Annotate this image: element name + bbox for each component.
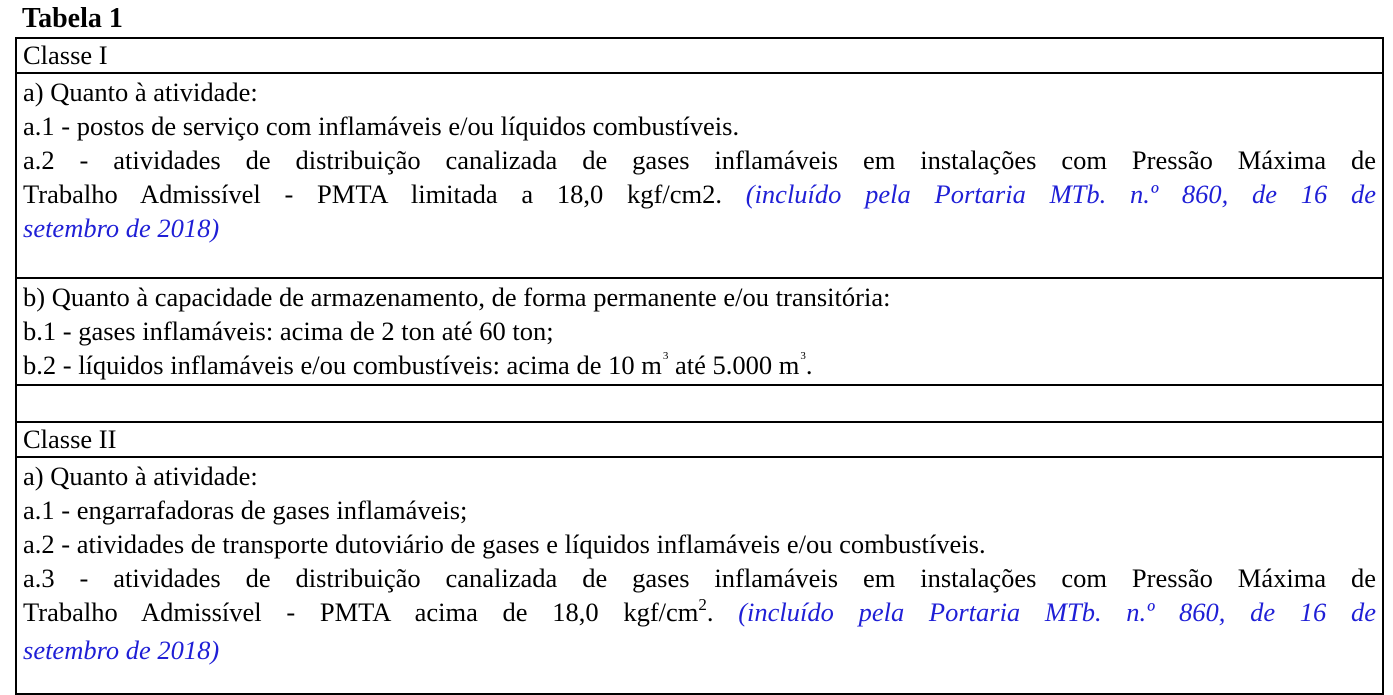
class2-activity-a1: a.1 - engarrafadoras de gases inflamáveis;: [23, 495, 468, 525]
class1-amendment-note-part1: (incluído pela Portaria MTb. n.º 860, de 16 de: [745, 179, 1376, 209]
empty-separator-row: [17, 386, 1382, 423]
class1-storage-heading: b) Quanto à capacidade de armazenamento, de forma permanente e/ou transitória:: [23, 282, 891, 312]
class2-activity-a3-text-end: .: [706, 597, 739, 627]
class1-storage-b2-sup2: 3: [800, 350, 806, 362]
class1-activity-a1: a.1 - postos de serviço com inflamáveis e/ou líquidos combustíveis.: [23, 111, 740, 141]
class2-amendment-note-part1: (incluído pela Portaria MTb. n.º 860, de 16 de: [738, 597, 1377, 627]
class2-activity-heading: a) Quanto à atividade:: [23, 461, 258, 491]
class2-activity-a2: a.2 - atividades de transporte dutoviário de gases e líquidos inflamáveis e/ou combustíveis.: [23, 529, 986, 559]
class1-storage-row: [17, 279, 1382, 386]
class2-activity-a3-text: Trabalho Admissível - PMTA acima de 18,0 kgf/cm: [23, 597, 699, 627]
class1-activity-a2-text: Trabalho Admissível - PMTA limitada a 18,0 kgf/cm2.: [23, 179, 746, 209]
class2-header: Classe II: [23, 424, 117, 454]
class1-header: Classe I: [23, 40, 108, 70]
class1-activity-a2-line2: [23, 177, 1376, 211]
class2-header-row: [17, 423, 1382, 458]
class2-amendment-note-part2: setembro de 2018): [23, 635, 220, 665]
class1-storage-b2: [23, 348, 1376, 388]
class2-activity-a3-line2: [23, 595, 1376, 633]
class2-activity-a3-sup: 2: [698, 595, 707, 614]
class2-activity-a3-line1: a.3 - atividades de distribuição canalizada de gases inflamáveis em instalações com Pressão Máxima de: [23, 563, 1376, 593]
class2-activity-row: [17, 458, 1382, 693]
table-title: Tabela 1: [22, 3, 123, 34]
class1-storage-b2-part1: b.2 - líquidos inflamáveis e/ou combustíveis: acima de 10 m: [23, 350, 662, 380]
classification-table: [15, 37, 1384, 695]
class1-activity-heading: a) Quanto à atividade:: [23, 77, 258, 107]
class1-activity-a2-line1: a.2 - atividades de distribuição canalizada de gases inflamáveis em instalações com Pressão Máxima de: [23, 145, 1376, 175]
class1-storage-b1: b.1 - gases inflamáveis: acima de 2 ton até 60 ton;: [23, 316, 554, 346]
class1-storage-b2-sup1: 3: [662, 350, 669, 362]
class1-storage-b2-part2: até 5.000 m: [668, 350, 800, 380]
class1-activity-row: [17, 74, 1382, 279]
class1-storage-b2-part3: .: [805, 350, 813, 380]
class1-header-row: [17, 39, 1382, 74]
class1-amendment-note-part2: setembro de 2018): [23, 213, 220, 243]
